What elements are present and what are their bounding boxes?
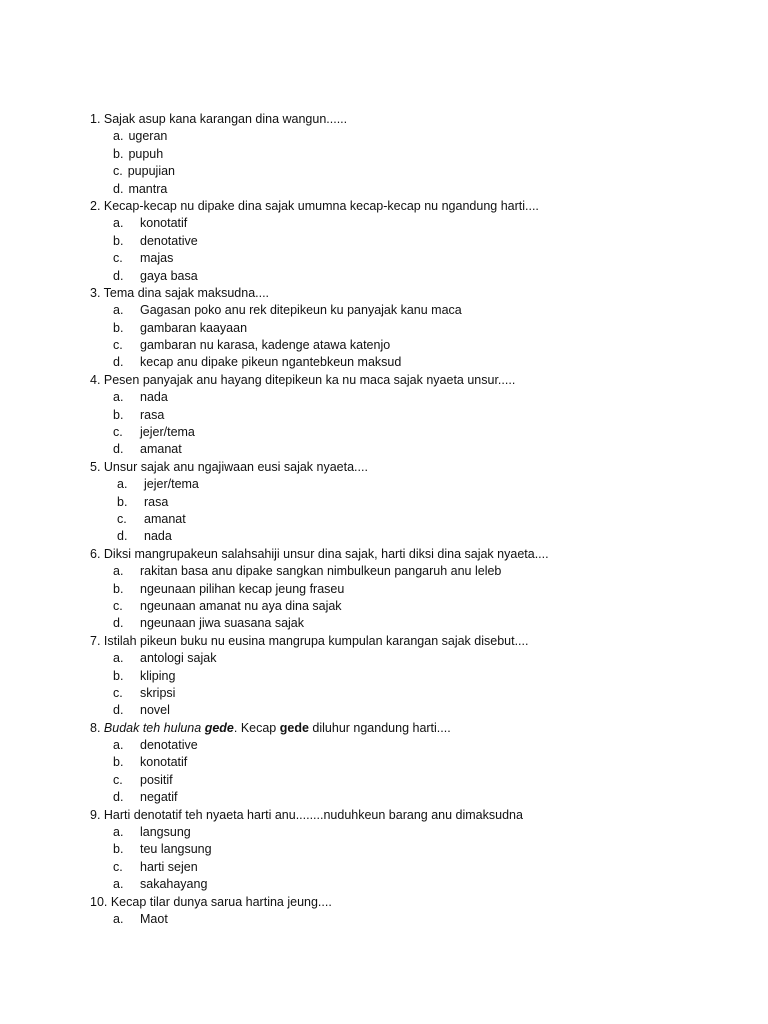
option-letter: b.: [113, 668, 124, 683]
option: [0, 754, 768, 771]
option: [0, 598, 768, 615]
option-letter: c.: [113, 598, 123, 613]
option: [0, 163, 768, 180]
option: [0, 650, 768, 667]
option-text: teu langsung: [140, 842, 212, 857]
option: [0, 563, 768, 580]
option-text: Gagasan poko anu rek ditepikeun ku panyajak kanu maca: [140, 303, 462, 318]
option: [0, 441, 768, 458]
option-letter: d.: [113, 703, 124, 718]
option: [0, 250, 768, 267]
option-text: novel: [140, 703, 170, 718]
option: [0, 859, 768, 876]
option-text: amanat: [144, 511, 186, 526]
option-letter: c.: [113, 685, 123, 700]
question-8-keyword-2: gede: [279, 720, 309, 735]
option-text: harti sejen: [140, 859, 198, 874]
option-letter: d.: [113, 181, 124, 196]
option-text: jejer/tema: [140, 425, 195, 440]
option-text: rasa: [144, 494, 169, 509]
option-letter: c.: [113, 425, 123, 440]
option-text: amanat: [140, 442, 182, 457]
option: [0, 181, 768, 198]
option: [0, 354, 768, 371]
option-letter: c.: [113, 772, 123, 787]
option-letter: d.: [113, 790, 124, 805]
question-1: 1. Sajak asup kana karangan dina wangun......: [90, 112, 348, 126]
option: [0, 320, 768, 337]
option-letter: b.: [113, 842, 124, 857]
option: [0, 337, 768, 354]
option-text: nada: [140, 390, 168, 405]
option-text: ngeunaan pilihan kecap jeung fraseu: [140, 581, 345, 596]
option-letter: d.: [113, 268, 124, 283]
option: [0, 581, 768, 598]
question-8: [0, 720, 768, 737]
option-letter: d.: [113, 616, 124, 631]
option-text: rasa: [140, 407, 165, 422]
option-text: langsung: [140, 825, 191, 840]
option-text: gambaran nu karasa, kadenge atawa katenjo: [140, 338, 391, 353]
option: [0, 737, 768, 754]
option-text: ngeunaan amanat nu aya dina sajak: [140, 598, 342, 613]
option-text: konotatif: [140, 216, 188, 231]
option-text: rakitan basa anu dipake sangkan nimbulkeun pangaruh anu leleb: [140, 564, 502, 579]
question-8-text: . Kecap: [233, 720, 280, 735]
option-text: nada: [144, 529, 172, 544]
option-text: kliping: [140, 668, 176, 683]
option-letter: c.: [113, 338, 123, 353]
option-letter: a.: [113, 651, 124, 666]
option-letter: b.: [113, 233, 124, 248]
option-letter: c.: [113, 164, 123, 179]
option: [0, 615, 768, 632]
option-text: pupuh: [128, 146, 164, 161]
option: [0, 233, 768, 250]
option: [0, 302, 768, 319]
option-text: denotative: [140, 738, 198, 753]
option-letter: a.: [113, 216, 124, 231]
option-text: skripsi: [140, 685, 176, 700]
option: [0, 407, 768, 424]
option-letter: b.: [113, 146, 124, 161]
option-text: gaya basa: [140, 268, 198, 283]
option-text: ugeran: [128, 129, 168, 144]
option: [0, 841, 768, 858]
option-text: jejer/tema: [144, 477, 199, 492]
option: [0, 772, 768, 789]
question-8-keyword: gede: [204, 720, 234, 735]
option-letter: d.: [113, 355, 124, 370]
option-text: majas: [140, 251, 174, 266]
option-text: konotatif: [140, 755, 188, 770]
question-6: 6. Diksi mangrupakeun salahsahiji unsur dina sajak, harti diksi dina sajak nyaeta....: [90, 546, 549, 561]
question-10: 10. Kecap tilar dunya sarua hartina jeung....: [90, 894, 332, 909]
option: [0, 702, 768, 719]
option-letter: b.: [117, 494, 128, 509]
option-text: kecap anu dipake pikeun ngantebkeun maksud: [140, 355, 402, 370]
option: [0, 215, 768, 232]
option: [0, 685, 768, 702]
question-9: 9. Harti denotatif teh nyaeta harti anu........nuduhkeun barang anu dimaksudna: [90, 807, 523, 822]
option-letter: a.: [113, 564, 124, 579]
option: [0, 389, 768, 406]
question-8-number: 8.: [90, 720, 104, 735]
quiz-document: [0, 111, 768, 928]
option-letter: a.: [113, 303, 124, 318]
option-letter: d.: [113, 442, 124, 457]
option: [0, 668, 768, 685]
option-letter: c.: [113, 859, 123, 874]
question-2: 2. Kecap-kecap nu dipake dina sajak umumna kecap-kecap nu ngandung harti....: [90, 198, 539, 213]
option-letter: b.: [113, 755, 124, 770]
option: [0, 789, 768, 806]
option: [0, 911, 768, 928]
question-8-sentence: Budak teh huluna: [103, 720, 205, 735]
option-letter: a.: [113, 129, 124, 144]
question-4: 4. Pesen panyajak anu hayang ditepikeun ka nu maca sajak nyaeta unsur.....: [90, 372, 516, 387]
option-text: ngeunaan jiwa suasana sajak: [140, 616, 305, 631]
option-text: mantra: [128, 181, 168, 196]
question-7: 7. Istilah pikeun buku nu eusina mangrupa kumpulan karangan sajak disebut....: [90, 633, 529, 648]
option-text: pupujian: [127, 164, 175, 179]
option: [0, 146, 768, 163]
question-8-text-2: diluhur ngandung harti....: [308, 720, 451, 735]
option-letter: c.: [113, 251, 123, 266]
option: [0, 876, 768, 893]
option-text: sakahayang: [140, 877, 208, 892]
option-letter: a.: [113, 390, 124, 405]
option: [0, 128, 768, 145]
option-letter: b.: [113, 320, 124, 335]
option-letter: a.: [113, 738, 124, 753]
option-text: negatif: [140, 790, 178, 805]
option-letter: b.: [113, 581, 124, 596]
option-letter: b.: [113, 407, 124, 422]
option-text: gambaran kaayaan: [140, 320, 248, 335]
option-letter: a.: [113, 877, 124, 892]
option-letter: a.: [113, 825, 124, 840]
option: [0, 528, 768, 545]
option: [0, 424, 768, 441]
option: [0, 511, 768, 528]
option-letter: a.: [117, 477, 128, 492]
option-letter: a.: [113, 911, 124, 926]
option-letter: d.: [117, 529, 128, 544]
option: [0, 268, 768, 285]
option: [0, 494, 768, 511]
option-text: denotative: [140, 233, 198, 248]
option: [0, 824, 768, 841]
option-text: Maot: [140, 911, 168, 926]
option-letter: c.: [117, 511, 127, 526]
option-text: positif: [140, 772, 173, 787]
option: [0, 476, 768, 493]
question-5: 5. Unsur sajak anu ngajiwaan eusi sajak nyaeta....: [90, 459, 368, 474]
question-3: 3. Tema dina sajak maksudna....: [90, 285, 270, 300]
option-text: antologi sajak: [140, 651, 217, 666]
